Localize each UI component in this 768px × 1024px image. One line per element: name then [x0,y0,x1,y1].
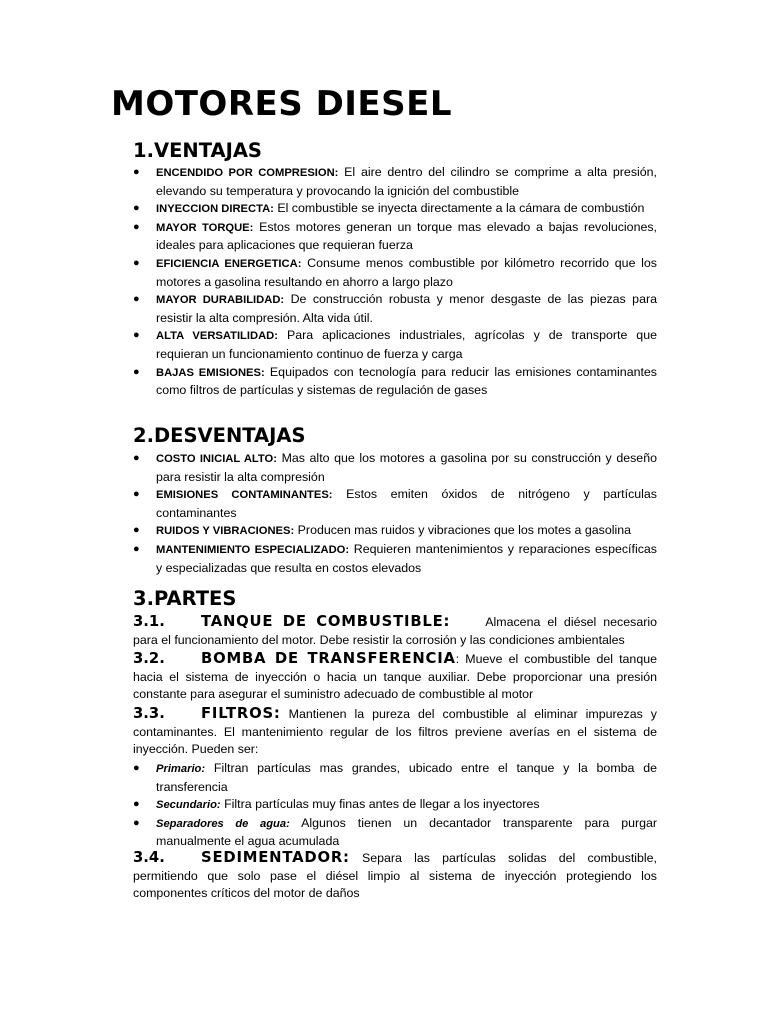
item-label: MAYOR DURABILIDAD: [156,294,285,307]
bullet-icon: ● [133,816,140,829]
item-label: Secundario: [156,799,221,812]
bullet-icon: ● [133,202,140,215]
subsection-text: Mantienen la pureza del combustible al eliminar impurezas y contaminantes. El mantenimiento regular de los filtros previene averías en el sistema de inyección. Pueden ser: [133,707,657,757]
item-label: EFICIENCIA ENERGETICA: [156,257,302,270]
subsection-text: Almacena el diésel necesario para el funcionamiento del motor. Debe resistir la corrosión y las condiciones ambientales [133,615,657,647]
bullet-icon: ● [133,488,140,501]
list-item [133,219,657,255]
item-text: Para aplicaciones industriales, agrícolas y de transporte que requieran un funcionamiento continuo de fuerza y carga [156,328,657,361]
item-label: INYECCION DIRECTA: [156,203,274,216]
subsection-number: 3.2. [133,650,165,667]
section-heading-desventajas: 2.DESVENTAJAS [133,424,306,447]
subsection-heading: TANQUE DE COMBUSTIBLE: [201,613,451,630]
list-item [133,541,657,577]
bullet-icon: ● [133,329,140,342]
list-item [133,486,657,522]
item-label: MANTENIMIENTO ESPECIALIZADO: [156,543,350,556]
subsection-number: 3.3. [133,705,165,722]
list-item [133,291,657,327]
document-title: MOTORES DIESEL [111,84,453,124]
subsection-tanque [133,613,657,649]
list-item [133,164,657,200]
desventajas-list [133,450,657,577]
item-text: Consume menos combustible por kilómetro recorrido que los motores a gasolina resultando en ahorro a largo plazo [156,255,658,289]
item-label: ENCENDIDO POR COMPRESION: [156,167,339,179]
item-label: COSTO INICIAL ALTO: [156,453,277,465]
list-item [133,522,657,541]
item-text: El combustible se inyecta directamente a la cámara de combustión [277,201,645,216]
item-text: Mas alto que los motores a gasolina por su construcción y deseño para resistir la alta compresión [156,451,657,484]
item-label: EMISIONES CONTAMINANTES: [156,489,333,502]
subsection-sedimentador [133,849,657,903]
list-item [133,364,657,400]
list-item [133,815,657,851]
item-text: Equipados con tecnología para reducir las emisiones contaminantes como filtros de partículas y sistemas de regulación de gases [156,364,658,398]
item-label: Separadores de agua: [156,817,290,830]
section-heading-partes: 3.PARTES [133,587,237,610]
subsection-text: : Mueve el combustible del tanque hacia el sistema de inyección o hacia un tanque auxiliar. Debe proporcionar una presión constante para asegurar el suministro adecuado de combustible al motor [133,652,657,702]
item-label: BAJAS EMISIONES: [156,366,265,379]
subsection-number: 3.1. [133,613,165,630]
ventajas-list [133,164,657,400]
item-text: Estos motores generan un torque mas elevado a bajas revoluciones, ideales para aplicaciones que requieran fuerza [156,219,657,253]
item-label: MAYOR TORQUE: [156,221,254,234]
item-text: Requieren mantenimientos y reparaciones específicas y especializadas que resulta en costos elevados [156,541,657,575]
bullet-icon: ● [133,798,140,811]
list-item [133,200,657,219]
filtros-list [133,760,657,851]
bullet-icon: ● [133,293,140,306]
bullet-icon: ● [133,542,140,555]
section-heading-ventajas: 1.VENTAJAS [133,139,262,162]
list-item [133,450,657,486]
bullet-icon: ● [133,452,140,464]
item-label: Primario: [156,763,206,775]
list-item [133,327,657,363]
list-item [133,796,657,815]
subsection-text: Separa las partículas solidas del combustible, permitiendo que solo pase el diésel limpio al sistema de inyección protegiendo los componentes críticos del motor de daños [133,851,657,901]
subsection-heading: BOMBA DE TRANSFERENCIA [201,650,456,667]
bullet-icon: ● [133,220,140,233]
bullet-icon: ● [133,166,140,178]
item-text: El aire dentro del cilindro se comprime a alta presión, elevando su temperatura y provocando la ignición del combustible [156,165,657,198]
bullet-icon: ● [133,524,140,537]
bullet-icon: ● [133,256,140,269]
list-item [133,760,657,796]
list-item [133,255,657,291]
subsection-filtros [133,705,657,759]
item-text: Producen mas ruidos y vibraciones que los motes a gasolina [297,523,632,538]
item-text: Filtra partículas muy finas antes de llegar a los inyectores [224,797,540,812]
item-label: ALTA VERSATILIDAD: [156,330,278,343]
item-text: Filtran partículas mas grandes, ubicado entre el tanque y la bomba de transferencia [156,761,657,794]
bullet-icon: ● [133,762,140,774]
item-text: Estos emiten óxidos de nitrógeno y partículas contaminantes [156,487,657,520]
subsection-bomba [133,650,657,704]
subsection-number: 3.4. [133,849,165,866]
item-text: Algunos tienen un decantador transparente para purgar manualmente el agua acumulada [156,815,658,849]
item-text: De construcción robusta y menor desgaste de las piezas para resistir la alta compresión. Alta vida útil. [156,292,657,325]
subsection-heading: SEDIMENTADOR: [201,849,350,866]
subsection-heading: FILTROS: [201,705,281,722]
item-label: RUIDOS Y VIBRACIONES: [156,525,295,538]
bullet-icon: ● [133,365,140,378]
